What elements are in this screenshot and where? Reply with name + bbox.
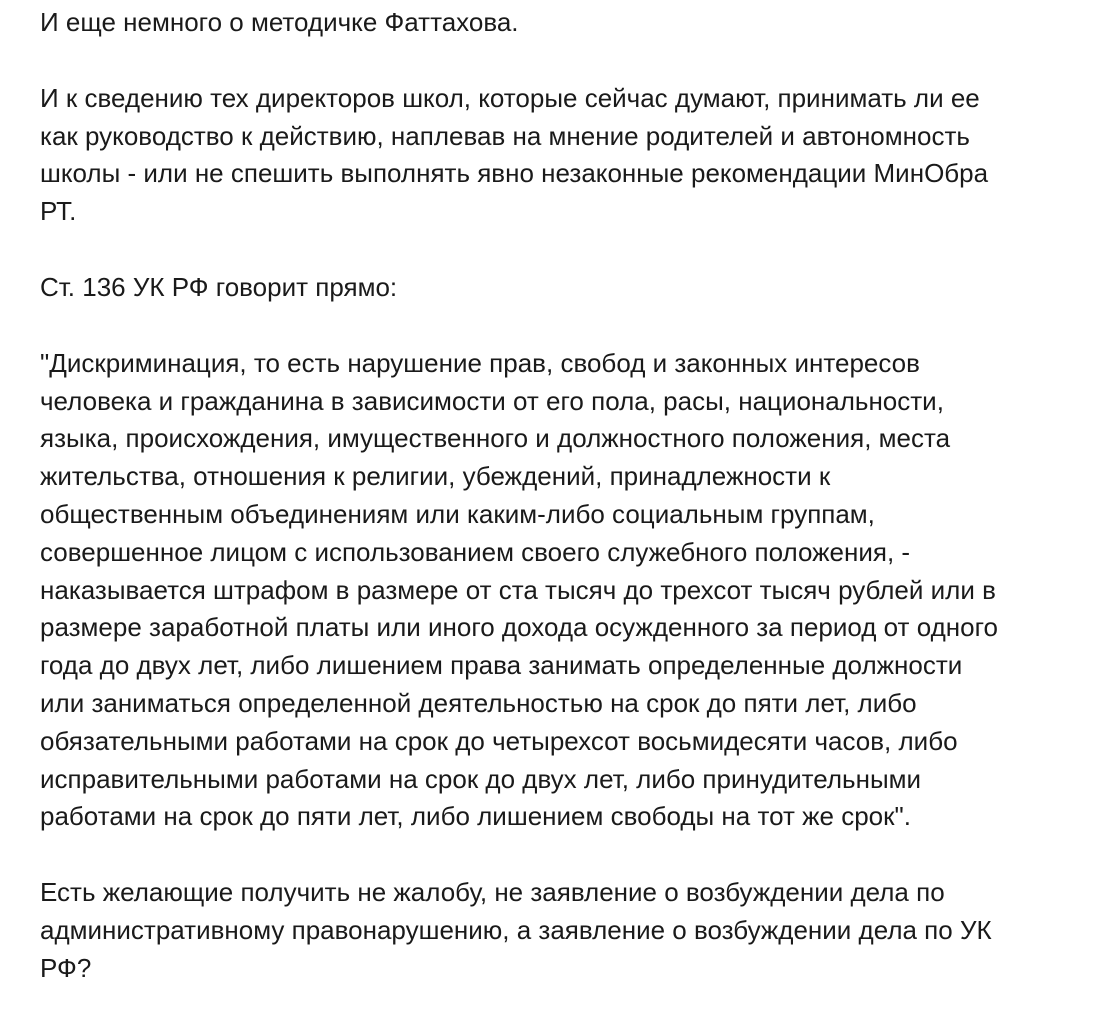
paragraph-directors — [40, 80, 1080, 231]
text-line: обязательными работами на срок до четырехсот восьмидесяти часов, либо — [40, 725, 958, 756]
paragraph-question — [40, 874, 1080, 987]
text-line: РТ. — [40, 196, 77, 227]
text-line: совершенное лицом с использованием своего служебного положения, - — [40, 536, 911, 567]
paragraph-law-quote — [40, 345, 1080, 836]
text-line: человека и гражданина в зависимости от его пола, расы, национальности, — [40, 385, 944, 416]
text-line: административному правонарушению, а заявление о возбуждении дела по УК — [40, 914, 992, 945]
text-line: школы - или не спешить выполнять явно незаконные рекомендации МинОбра — [40, 158, 989, 189]
text-line: общественным объединениям или каким-либо социальным группам, — [40, 498, 875, 529]
text-line: И к сведению тех директоров школ, которые сейчас думают, принимать ли ее — [40, 82, 980, 113]
text-line: языка, происхождения, имущественного и должностного положения, места — [40, 423, 951, 454]
text-line: работами на срок до пяти лет, либо лишением свободы на тот же срок". — [40, 801, 911, 832]
text-line: года до двух лет, либо лишением права занимать определенные должности — [40, 650, 963, 681]
text-line: или заниматься определенной деятельностью на срок до пяти лет, либо — [40, 687, 917, 718]
text-line: жительства, отношения к религии, убеждений, принадлежности к — [40, 461, 831, 492]
text-line: РФ? — [40, 952, 92, 983]
post-body — [40, 4, 1080, 1026]
text-line: И еще немного о методичке Фаттахова. — [40, 7, 519, 37]
text-line: наказывается штрафом в размере от ста тысяч до трехсот тысяч рублей или в — [40, 574, 996, 605]
text-line: Есть желающие получить не жалобу, не заявление о возбуждении дела по — [40, 877, 945, 908]
paragraph-article-ref — [40, 269, 1080, 307]
text-line: размере заработной платы или иного дохода осужденного за период от одного — [40, 612, 998, 643]
text-line: Ст. 136 УК РФ говорит прямо: — [40, 271, 398, 302]
text-line: исправительными работами на срок до двух лет, либо принудительными — [40, 763, 922, 794]
paragraph-intro — [40, 4, 1080, 42]
text-line: как руководство к действию, наплевав на мнение родителей и автономность — [40, 120, 970, 151]
text-line: "Дискриминация, то есть нарушение прав, свобод и законных интересов — [40, 347, 920, 378]
